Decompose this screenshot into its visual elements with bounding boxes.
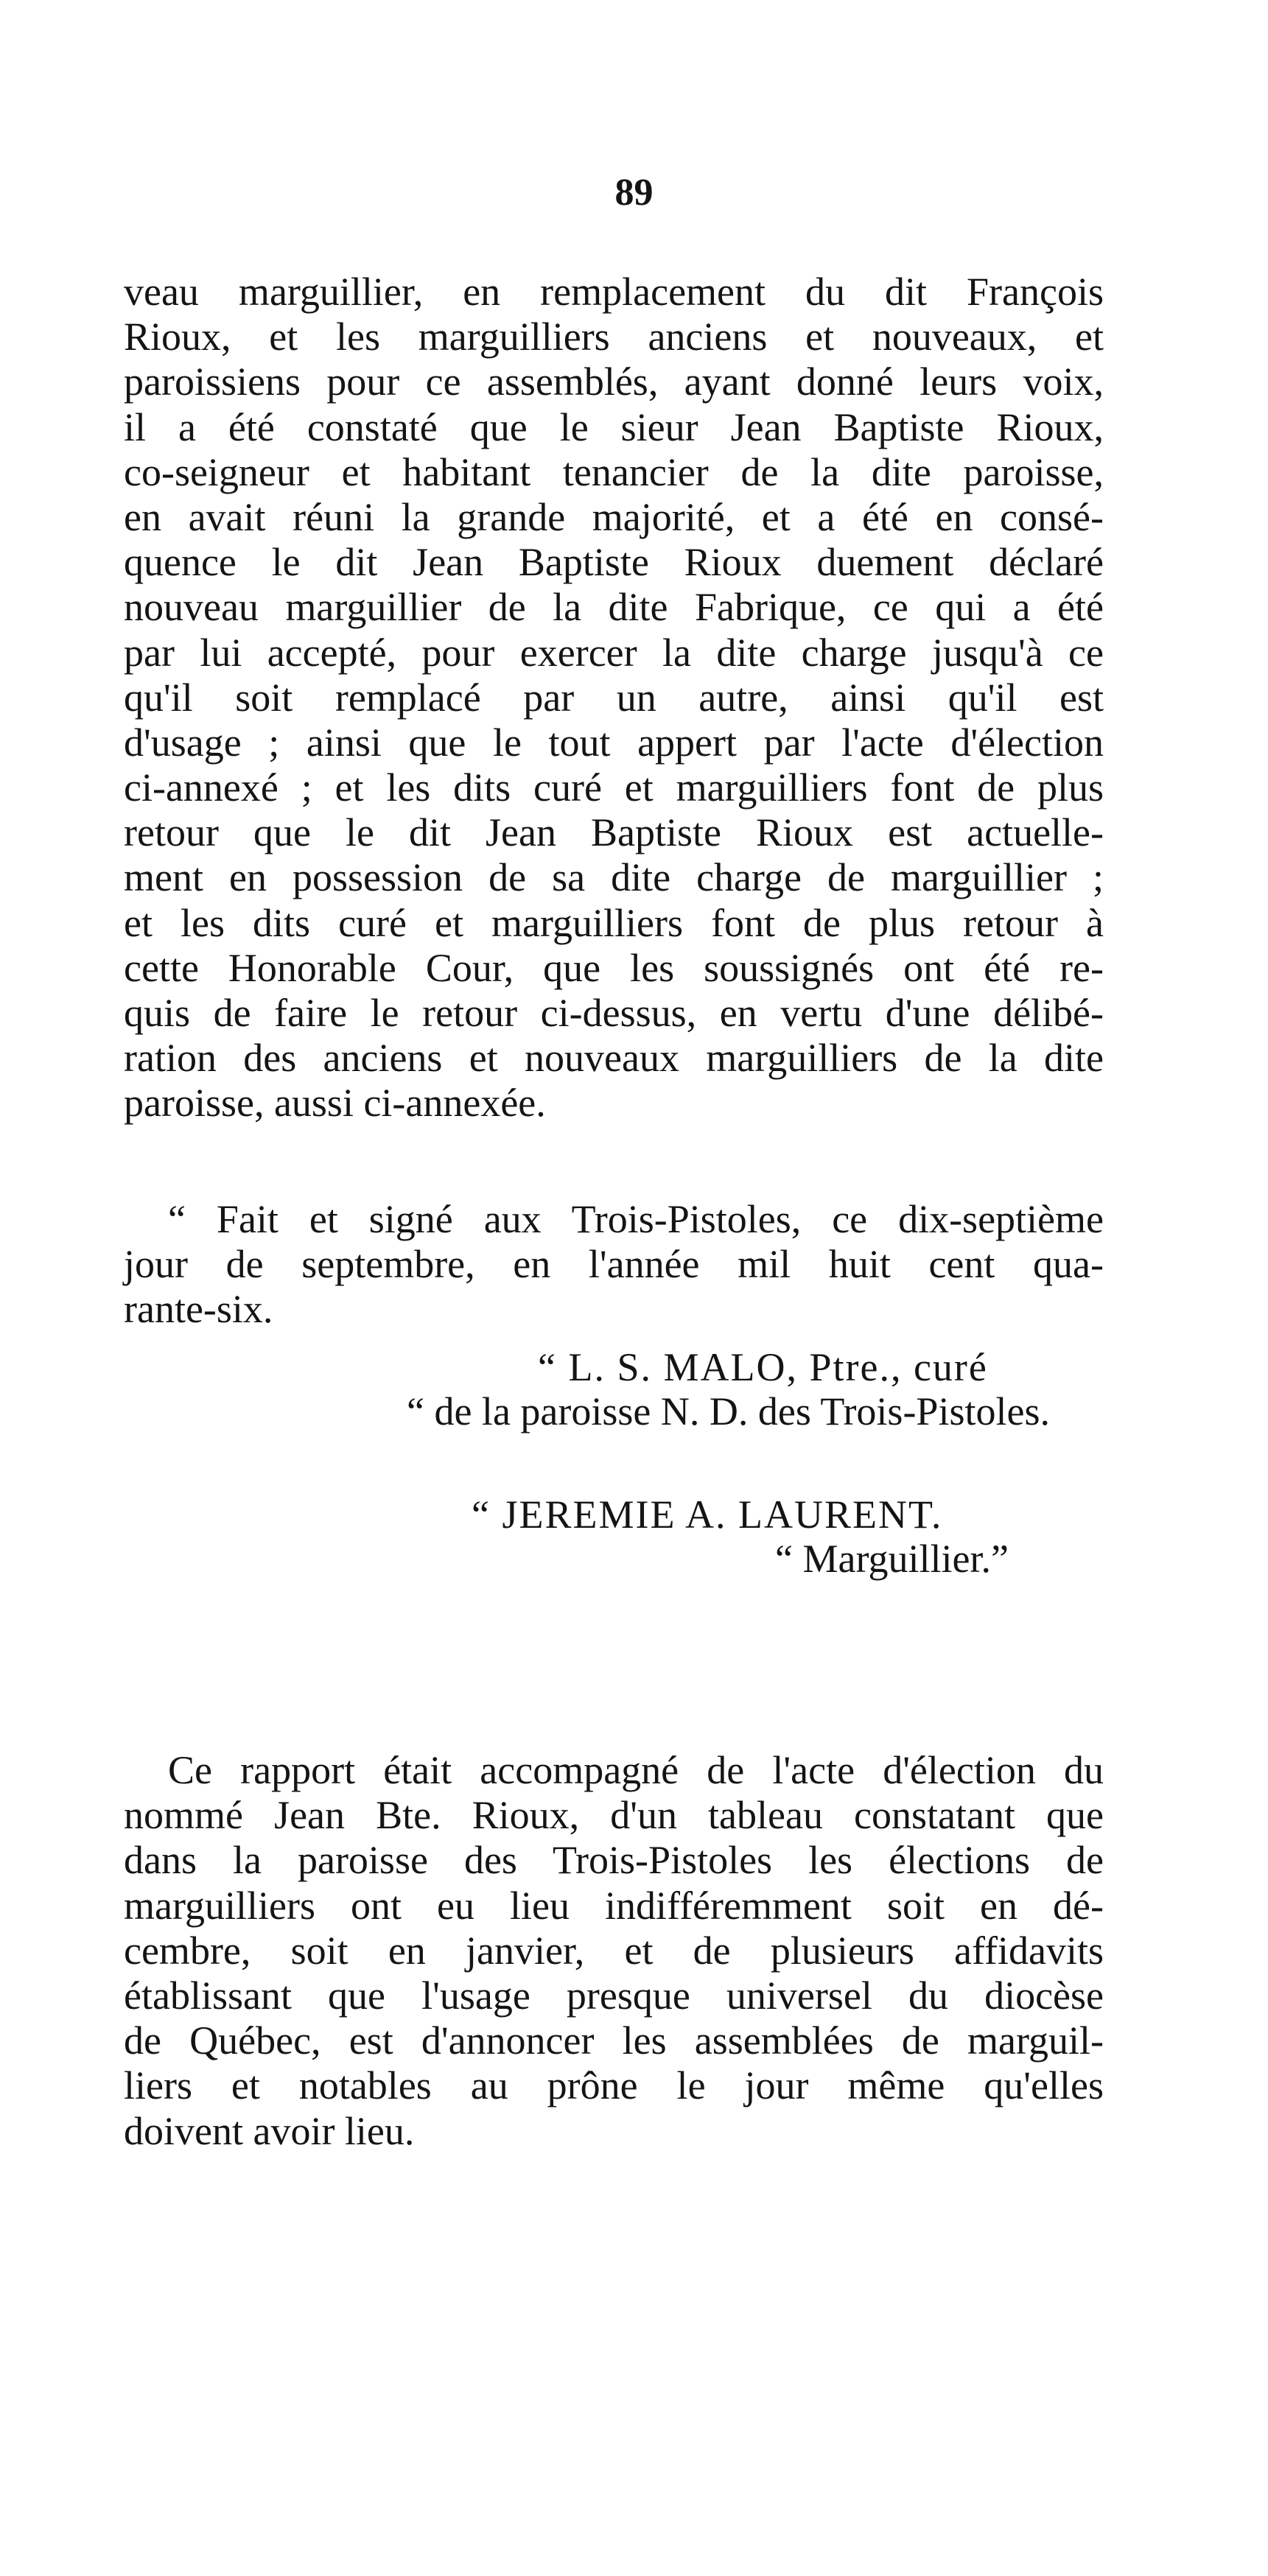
paragraph-election-report: [124, 270, 1104, 1126]
signature-laurent-name: “ JEREMIE A. LAURENT.: [472, 1492, 943, 1537]
text-line: co-seigneur et habitant tenancier de la dite paroisse,: [124, 449, 1104, 494]
text-line: veau marguillier, en remplacement du dit François: [124, 270, 1104, 314]
text-line: il a été constaté que le sieur Jean Baptiste Rioux,: [124, 404, 1104, 449]
text-line: nouveau marguillier de la dite Fabrique, ce qui a été: [124, 585, 1104, 630]
text-line: de Québec, est d'annoncer les assemblées de marguil-: [124, 2018, 1104, 2063]
text-line: cette Honorable Cour, que les soussignés ont été re-: [124, 945, 1104, 990]
text-line: Rioux, et les marguilliers anciens et nouveaux, et: [124, 315, 1104, 359]
text-line: dans la paroisse des Trois-Pistoles les élections de: [124, 1838, 1104, 1883]
signature-laurent-title: “ Marguillier.”: [775, 1537, 1009, 1581]
text-line: liers et notables au prône le jour même qu'elles: [124, 2063, 1104, 2108]
paragraph-signing-statement: [124, 1197, 1104, 1333]
text-line: établissant que l'usage presque universel du diocèse: [124, 1973, 1104, 2018]
text-line: ci-annexé ; et les dits curé et marguilliers font de plus: [124, 765, 1104, 810]
text-line: quis de faire le retour ci-dessus, en vertu d'une délibé-: [124, 991, 1104, 1035]
text-line: rante-six.: [124, 1287, 273, 1332]
text-line: par lui accepté, pour exercer la dite charge jusqu'à ce: [124, 630, 1104, 675]
text-line: paroisse, aussi ci-annexée.: [124, 1081, 546, 1126]
page-number: 89: [614, 172, 654, 214]
text-line: “ Fait et signé aux Trois-Pistoles, ce dix-septième: [168, 1197, 1104, 1241]
text-line: quence le dit Jean Baptiste Rioux duement déclaré: [124, 540, 1104, 585]
text-line: retour que le dit Jean Baptiste Rioux est actuelle-: [124, 810, 1104, 855]
text-line: paroissiens pour ce assemblés, ayant donné leurs voix,: [124, 359, 1104, 404]
text-line: qu'il soit remplacé par un autre, ainsi qu'il est: [124, 675, 1104, 720]
text-line: cembre, soit en janvier, et de plusieurs affidavits: [124, 1928, 1104, 1973]
text-line: ment en possession de sa dite charge de marguillier ;: [124, 855, 1104, 900]
text-line: en avait réuni la grande majorité, et a été en consé-: [124, 494, 1104, 539]
signature-malo-name: “ L. S. MALO, Ptre., curé: [538, 1345, 988, 1389]
text-line: d'usage ; ainsi que le tout appert par l'acte d'élection: [124, 720, 1104, 765]
text-line: ration des anciens et nouveaux marguilliers de la dite: [124, 1036, 1104, 1081]
text-line: marguilliers ont eu lieu indifféremment soit en dé-: [124, 1883, 1104, 1928]
paragraph-report-attachments: [124, 1748, 1104, 2154]
text-line: doivent avoir lieu.: [124, 2108, 415, 2153]
text-line: nommé Jean Bte. Rioux, d'un tableau constatant que: [124, 1793, 1104, 1838]
text-line: et les dits curé et marguilliers font de plus retour à: [124, 900, 1104, 945]
signature-malo-parish: “ de la paroisse N. D. des Trois-Pistoles.: [407, 1389, 1050, 1433]
text-line: Ce rapport était accompagné de l'acte d'élection du: [168, 1748, 1104, 1792]
text-line: jour de septembre, en l'année mil huit cent qua-: [124, 1242, 1104, 1287]
